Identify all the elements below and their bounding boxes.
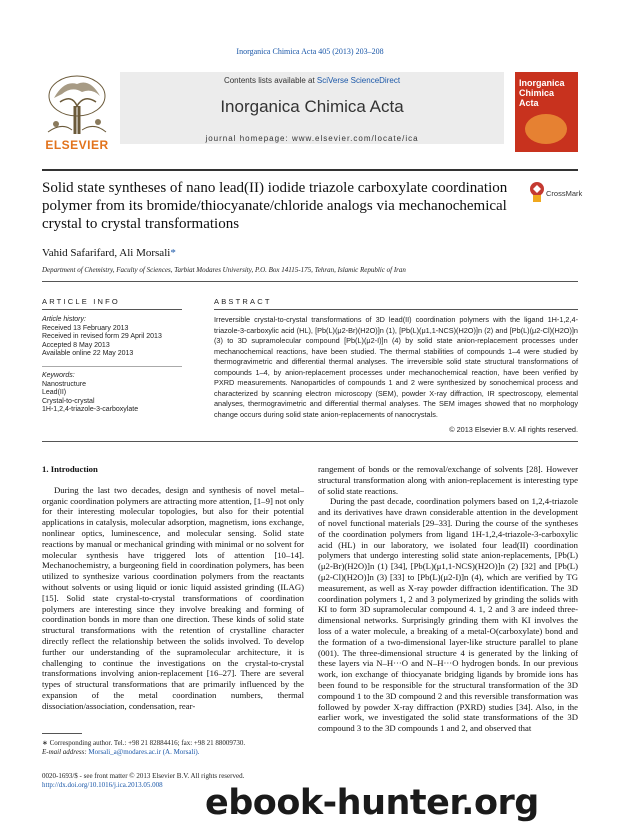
keywords-label: Keywords:	[42, 372, 75, 379]
history-item: Accepted 8 May 2013	[42, 341, 110, 349]
body-left-column	[42, 464, 304, 712]
publisher-name: ELSEVIER	[45, 138, 109, 152]
abstract-copyright: © 2013 Elsevier B.V. All rights reserved.	[449, 425, 578, 434]
doi-link[interactable]: http://dx.doi.org/10.1016/j.ica.2013.05.008	[42, 781, 163, 789]
crossmark-button[interactable]	[529, 181, 583, 207]
email-label: E-mail address:	[42, 748, 89, 756]
sciencedirect-link[interactable]: SciVerse ScienceDirect	[316, 76, 401, 85]
history-item: Available online 22 May 2013	[42, 350, 134, 358]
author-email-link[interactable]: Morsali_a@modares.ac.ir (A. Morsali).	[88, 748, 200, 756]
article-history	[42, 316, 202, 359]
abstract-divider	[42, 441, 578, 442]
body-paragraph: During the past decade, coordination polymers based on 1,2,4-triazole and its derivatives have drawn considerable attention in the development of novel functional materials [29–33]. During the course of the syntheses of the coordination polymers from ligand 1H-1,2,4-triazole-3-carboxylic acid (HL) in our laboratory, we isolated four lead(II) coordination polymers that undergo interesting solid state anion-replacements, [Pb(L)(μ2-Br)(H2O)]n (1) [34], [Pb(L)(μ1,1-NCS)(H2O)]n (2) [32] and [Pb(L)(μ2-Cl)(H2O)]n (3) [33] to [Pb(L)(μ2-I)]n (4), which are verified by TG measurement, as well as X-ray powder diffraction identification. The 3D coordination polymers 1, 2 and 3 polymerized by grinding the solids with KI to form 3D supramolecular compound 4. 1, 2 and 3 are indeed three-dimensional networks. Surprisingly grinding them with KI involves the loss of a water molecule, a breaking of a metal-O(carboxylate) bond and the formation of a two-dimensional layer-like structure parallel to plane (001). The three-dimensional structure 4 is generated by the linking of these layers via N–H···O and N–H···O hydrogen bonds. In our previous work, ion exchange of thiocyanate bridging ligands by bromide ions has been found to be responsible for the structural transformation of the 3D compound 1 to the 3D compound 2 and this reversible transformation was followed by powder X-ray diffraction (PXRD) studies [34]. Also, in the earlier work, we investigated the solid state transformations of the 3D compound 3 to the 3D compounds 1 and 2, and observed that	[318, 496, 578, 734]
body-right-column	[318, 464, 578, 734]
journal-masthead	[42, 72, 578, 170]
contents-availability	[120, 76, 504, 85]
watermark-text: ebook-hunter.org	[205, 783, 539, 823]
journal-header-box	[120, 72, 504, 144]
keyword-item: Crystal-to-crystal	[42, 397, 95, 405]
footnote-contact: ∗ Corresponding author. Tel.: +98 21 82884416; fax: +98 21 88009730.	[42, 739, 246, 747]
abstract-heading: ABSTRACT	[214, 297, 272, 306]
issn-line: 0020-1693/$ - see front matter © 2013 Elsevier B.V. All rights reserved.	[42, 772, 245, 780]
keyword-item: 1H-1,2,4-triazole-3-carboxylate	[42, 406, 139, 414]
history-label: Article history:	[42, 316, 86, 323]
abstract-text: Irreversible crystal-to-crystal transformations of 3D lead(II) coordination polymers with the ligand 1H-1,2,4-triazole-3-carboxylic acid (HL), [Pb(L)(μ2-Br)(H2O)]n (1), [Pb(L)(μ1,1-NCS)(H2O)]n (2) and [Pb(L)(μ2-Cl)(H2O)]n (3) to 3D supramolecular compound [Pb(L)(μ2-I)]n (4) by solid state anion-replacement processes under mechanochemical reactions, have been studied. The thermal stabilities of compounds 1–4 were studied by thermogravimetric and differential thermal analyses. The irreversible solid state structural transformations of compounds 1–4, by anion-replacement processes under mechanochemical reaction, have been verified by PXRD measurements. Nanoparticles of compounds 1 and 2 were synthesized by sonochemical process and characterized by scanning electron microscopy (SEM), powder X-ray diffraction, IR spectroscopy, elemental analyses, thermogravimetric and differential thermal analyses. The SEM images showed that no morphology change occurs during solid state anion-replacements of nanocrystals.	[214, 315, 578, 419]
article-title: Solid state syntheses of nano lead(II) iodide triazole carboxylate coordination polymer from its bromide/thiocyanate/chloride analogs via mechanochemical crystal to crystal transformations	[42, 180, 508, 232]
introduction-heading: 1. Introduction	[42, 464, 98, 474]
corresponding-author-mark[interactable]: *	[170, 247, 176, 259]
author-affiliation: Department of Chemistry, Faculty of Sciences, Tarbiat Modares University, P.O. Box 14115-175, Tehran, Islamic Republic of Iran	[42, 266, 406, 274]
journal-citation[interactable]: Inorganica Chimica Acta 405 (2013) 203–208	[236, 47, 384, 56]
history-item: Received in revised form 29 April 2013	[42, 333, 162, 341]
body-paragraph: rangement of bonds or the removal/exchange of solvents [28]. However structural transformation along with anion-replacement is interesting type of solid state reactions.	[318, 464, 578, 496]
crossmark-icon	[529, 181, 545, 203]
journal-homepage-link[interactable]: journal homepage: www.elsevier.com/locate/ica	[205, 134, 419, 143]
journal-cover-thumbnail[interactable]	[515, 72, 578, 152]
author-names: Vahid Safarifard, Ali Morsali	[42, 247, 171, 259]
history-item: Received 13 February 2013	[42, 324, 129, 332]
corresponding-author-footnote	[42, 739, 304, 757]
body-paragraph: During the last two decades, design and synthesis of novel metal–organic coordination polymers are attracting more attention, [1–9] not only for their interesting molecular topologies, but also for their potential applications in catalysis, molecular adsorption, magnetism, ions exchange, nonlinear optics, luminescence, and molecular sensing. Solid state reactions by manual or mechanical grinding with minimal or no solvent for molecular synthesis have triggered lots of attention [10–14]. Mechanochemistry, a burgeoning field in coordination polymers, has been utilized to synthesize various coordination polymers from the reactants without solvents or using liquid or ionic liquid assisted grinding (ILAG) [15]. Solid state crystal-to-crystal transformations of coordination polymers are interesting since they involve breaking and forming of coordination bonds in more than one direction. These kinds of solid state structural transformations with the retention of crystalline character directly reflect the relationship between the solids involved. To develop further our understanding of the supramolecular architecture, it is challenging to continue the investigations on the crystal-to-crystal transformations involving anion-replacement [16–27]. There are several types of structural transformations that are primarily influenced by the expansion of the metal coordination numbers, thermal dissociation/association, condensation, rear-	[42, 484, 304, 711]
keyword-item: Nanostructure	[42, 380, 86, 388]
cover-title: Inorganica Chimica Acta	[519, 78, 565, 108]
footnote-rule	[42, 733, 82, 734]
cover-art	[525, 114, 567, 144]
journal-title: Inorganica Chimica Acta	[220, 97, 404, 116]
affiliation-divider	[42, 281, 578, 282]
article-info-rule	[42, 309, 182, 310]
history-divider	[42, 366, 182, 367]
contents-prefix: Contents lists available at	[223, 76, 317, 85]
abstract-rule	[214, 309, 578, 310]
article-info-heading: ARTICLE INFO	[42, 297, 120, 306]
keywords-block	[42, 372, 202, 415]
footnote-email-line	[42, 748, 304, 757]
keyword-item: Lead(II)	[42, 389, 67, 397]
author-list	[42, 247, 176, 259]
crossmark-label: CrossMark	[546, 189, 583, 198]
masthead-divider	[42, 169, 578, 171]
